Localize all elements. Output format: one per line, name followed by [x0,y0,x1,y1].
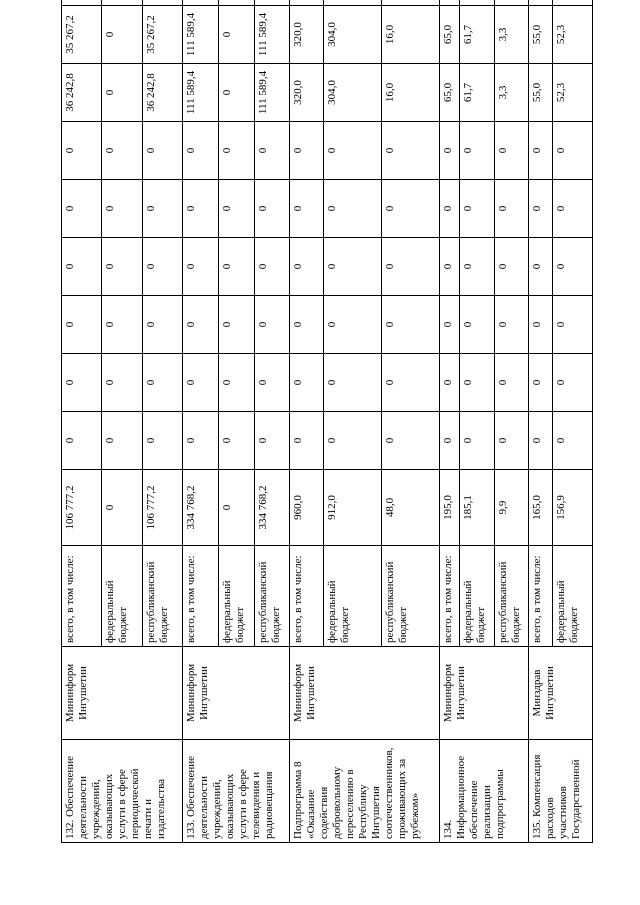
amount-cell: 0 [142,180,182,238]
amount-cell: 0 [440,354,460,412]
amount-cell: 0 [552,412,592,470]
amount-cell: 0 [382,122,440,180]
amount-cell: 0 [460,412,495,470]
amount-cell: 0 [382,238,440,296]
amount-cell: 35 267,2 [142,6,182,64]
amount-cell: 111 589,4 [183,6,219,64]
amount-cell: 0 [460,296,495,354]
amount-cell: 106 777,2 [142,470,182,546]
amount-cell: 0 [529,122,552,180]
amount-cell: 0 [254,354,290,412]
amount-cell: 0 [382,180,440,238]
amount-cell: 0 [552,122,592,180]
amount-cell: 334 768,2 [254,470,290,546]
amount-cell: 0 [552,354,592,412]
amount-cell: 0 [460,354,495,412]
amount-cell: 0 [218,412,254,470]
amount-cell: 0 [290,122,324,180]
amount-cell: 0 [102,180,142,238]
amount-cell: 195,0 [440,470,460,546]
amount-cell: 0 [62,296,102,354]
amount-cell: 0 [552,296,592,354]
executor-cell: Мининформ Ингушетии [290,647,440,740]
amount-cell: 0 [102,470,142,546]
executor-cell: Мининформ Ингушетии [62,647,183,740]
amount-cell [254,0,290,6]
amount-cell: 0 [494,412,529,470]
amount-cell: 0 [529,354,552,412]
amount-cell: 0 [494,354,529,412]
amount-cell: 0 [62,354,102,412]
amount-cell: 65,0 [440,64,460,122]
table-row [62,0,102,843]
amount-cell: 0 [290,354,324,412]
amount-cell: 0 [254,122,290,180]
amount-cell: 0 [254,238,290,296]
amount-cell [142,0,182,6]
amount-cell: 0 [382,412,440,470]
funding-source-cell: федеральный бюджет [552,546,592,647]
amount-cell: 0 [323,122,381,180]
amount-cell: 0 [142,354,182,412]
funding-source-cell: республиканский бюджет [254,546,290,647]
amount-cell: 0 [382,296,440,354]
amount-cell: 0 [290,412,324,470]
amount-cell: 0 [494,296,529,354]
amount-cell: 320,0 [290,6,324,64]
amount-cell: 35 267,2 [62,6,102,64]
amount-cell: 0 [62,238,102,296]
amount-cell: 111 589,4 [183,64,219,122]
amount-cell: 61,7 [460,6,495,64]
amount-cell: 0 [102,412,142,470]
amount-cell: 0 [323,238,381,296]
amount-cell: 0 [290,238,324,296]
amount-cell [552,0,592,6]
amount-cell [382,0,440,6]
amount-cell: 0 [183,296,219,354]
table-row [290,0,324,843]
amount-cell [323,0,381,6]
amount-cell: 960,0 [290,470,324,546]
amount-cell: 0 [254,296,290,354]
event-name-cell: 133. Обеспечение деятельности учреждений, оказывающих услуги в сфере телевидения и радиовещания [183,740,290,843]
amount-cell: 0 [218,64,254,122]
amount-cell [460,0,495,6]
event-name-cell: 135. Компенсация расходов участников Государственной [529,740,593,843]
amount-cell: 304,0 [323,64,381,122]
funding-source-cell: всего, в том числе: [183,546,219,647]
amount-cell: 0 [440,180,460,238]
table-row [183,0,219,843]
amount-cell [102,0,142,6]
amount-cell: 0 [323,354,381,412]
amount-cell: 0 [102,354,142,412]
amount-cell: 0 [183,122,219,180]
amount-cell: 3,3 [494,6,529,64]
funding-source-cell: республиканский бюджет [494,546,529,647]
amount-cell: 334 768,2 [183,470,219,546]
amount-cell: 0 [218,122,254,180]
amount-cell: 16,0 [382,64,440,122]
amount-cell: 0 [62,122,102,180]
amount-cell: 0 [218,470,254,546]
amount-cell: 0 [102,296,142,354]
amount-cell: 0 [142,412,182,470]
amount-cell: 0 [323,180,381,238]
funding-source-cell: всего, в том числе: [62,546,102,647]
amount-cell: 0 [183,180,219,238]
amount-cell: 3,3 [494,64,529,122]
amount-cell [494,0,529,6]
amount-cell: 0 [552,180,592,238]
amount-cell: 0 [529,180,552,238]
executor-cell: Минздрав Ингушетии [529,647,593,740]
amount-cell: 0 [218,354,254,412]
amount-cell: 16,0 [382,6,440,64]
amount-cell [218,0,254,6]
funding-source-cell: республиканский бюджет [142,546,182,647]
amount-cell: 61,7 [460,64,495,122]
amount-cell [183,0,219,6]
amount-cell: 0 [183,354,219,412]
amount-cell: 0 [440,238,460,296]
funding-source-cell: федеральный бюджет [218,546,254,647]
funding-source-cell: федеральный бюджет [102,546,142,647]
amount-cell: 0 [183,238,219,296]
event-name-cell: 134. Информационное обеспечение реализации подпрограммы [440,740,529,843]
amount-cell: 65,0 [440,6,460,64]
event-name-cell: Подпрограмма 8 «Оказание содействия добровольному переселению в Республику Ингушетия соотечественников, проживающих за рубежом» [290,740,440,843]
amount-cell: 0 [142,238,182,296]
funding-source-cell: федеральный бюджет [323,546,381,647]
amount-cell: 0 [254,180,290,238]
amount-cell: 165,0 [529,470,552,546]
amount-cell: 55,0 [529,6,552,64]
amount-cell: 0 [552,238,592,296]
amount-cell: 0 [102,238,142,296]
amount-cell: 48,0 [382,470,440,546]
amount-cell: 36 242,8 [142,64,182,122]
amount-cell [290,0,324,6]
event-name-cell: 132. Обеспечение деятельности учреждений, оказывающих услуги в сфере периодической печати и издательства [62,740,183,843]
amount-cell: 0 [529,238,552,296]
amount-cell: 9,9 [494,470,529,546]
amount-cell: 106 777,2 [62,470,102,546]
amount-cell: 0 [460,180,495,238]
funding-source-cell: всего, в том числе: [290,546,324,647]
amount-cell: 0 [440,412,460,470]
amount-cell: 0 [62,180,102,238]
amount-cell: 185,1 [460,470,495,546]
amount-cell: 0 [290,296,324,354]
amount-cell: 912,0 [323,470,381,546]
amount-cell: 156,9 [552,470,592,546]
amount-cell: 0 [323,412,381,470]
amount-cell: 0 [218,238,254,296]
rotated-page [61,12,593,843]
amount-cell: 0 [142,122,182,180]
amount-cell: 0 [218,6,254,64]
amount-cell: 0 [323,296,381,354]
table-row [529,0,552,843]
budget-table [61,0,593,843]
amount-cell: 0 [440,296,460,354]
amount-cell: 36 242,8 [62,64,102,122]
executor-cell: Мининформ Ингушетии [183,647,290,740]
amount-cell: 320,0 [290,64,324,122]
amount-cell: 0 [62,412,102,470]
table-row [440,0,460,843]
amount-cell: 52,3 [552,64,592,122]
amount-cell: 0 [440,122,460,180]
amount-cell [529,0,552,6]
amount-cell: 0 [254,412,290,470]
amount-cell: 111 589,4 [254,6,290,64]
amount-cell: 0 [218,180,254,238]
amount-cell [62,0,102,6]
amount-cell: 0 [102,64,142,122]
amount-cell: 0 [460,122,495,180]
amount-cell: 0 [102,6,142,64]
funding-source-cell: федеральный бюджет [460,546,495,647]
amount-cell: 0 [142,296,182,354]
amount-cell: 0 [529,296,552,354]
amount-cell: 55,0 [529,64,552,122]
amount-cell: 0 [218,296,254,354]
amount-cell: 0 [494,122,529,180]
funding-source-cell: всего, в том числе: [529,546,552,647]
amount-cell: 0 [529,412,552,470]
amount-cell: 304,0 [323,6,381,64]
amount-cell: 0 [460,238,495,296]
amount-cell: 0 [494,180,529,238]
amount-cell: 0 [102,122,142,180]
amount-cell [440,0,460,6]
table-body [62,0,593,843]
amount-cell: 111 589,4 [254,64,290,122]
executor-cell: Мининформ Ингушетии [440,647,529,740]
amount-cell: 0 [494,238,529,296]
amount-cell: 0 [382,354,440,412]
funding-source-cell: всего, в том числе: [440,546,460,647]
amount-cell: 52,3 [552,6,592,64]
amount-cell: 0 [183,412,219,470]
funding-source-cell: республиканский бюджет [382,546,440,647]
amount-cell: 0 [290,180,324,238]
